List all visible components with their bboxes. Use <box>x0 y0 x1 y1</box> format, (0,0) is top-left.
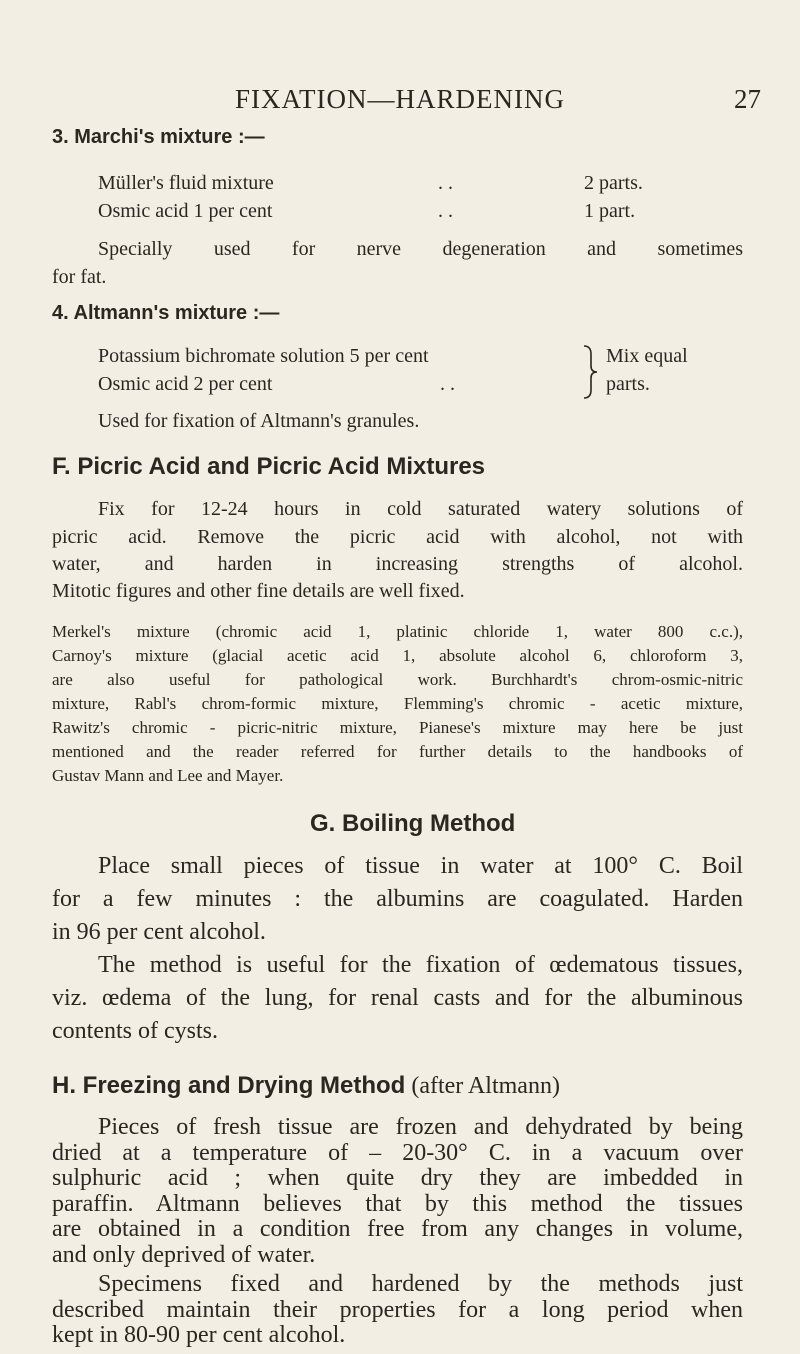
marchi-note-line-2: for fat. <box>52 266 107 288</box>
section-h-line-3: sulphuric acid ; when quite dry they are imbedded in <box>52 1165 743 1191</box>
section-h-heading-bold: H. Freezing and Drying Method <box>52 1072 406 1099</box>
marchi-heading: 3. Marchi's mixture :— <box>52 126 265 148</box>
section-h-line-5: are obtained in a condition free from any changes in volume, <box>52 1216 743 1242</box>
section-h-heading-attribution: (after Altmann) <box>411 1073 560 1099</box>
section-g-line-6: contents of cysts. <box>52 1018 218 1044</box>
page-number: 27 <box>734 84 761 114</box>
section-f-small-line-1: Merkel's mixture (chromic acid 1, platinic chloride 1, water 800 c.c.), <box>52 622 743 641</box>
section-h-line-7: Specimens fixed and hardened by the methods just <box>98 1271 743 1297</box>
section-f-line-1: Fix for 12-24 hours in cold saturated watery solutions of <box>98 498 743 520</box>
section-f-line-2: picric acid. Remove the picric acid with alcohol, not with <box>52 526 743 548</box>
section-h-line-4: paraffin. Altmann believes that by this method the tissues <box>52 1191 743 1217</box>
section-f-line-3: water, and harden in increasing strengths of alcohol. <box>52 553 743 575</box>
altmann-mix-label: Mix equal <box>606 345 688 367</box>
marchi-quantity-1: 2 parts. <box>584 172 643 194</box>
altmann-note: Used for fixation of Altmann's granules. <box>98 410 420 432</box>
section-f-small-line-3: are also useful for pathological work. Burchhardt's chrom-osmic-nitric <box>52 670 743 689</box>
altmann-dots-2: . . <box>440 373 455 395</box>
section-h-line-6: and only deprived of water. <box>52 1242 316 1268</box>
section-h-heading <box>52 1072 560 1100</box>
right-brace-icon <box>581 344 599 400</box>
marchi-ingredient-1: Müller's fluid mixture <box>98 172 274 194</box>
marchi-note-line-1: Specially used for nerve degeneration and sometimes <box>98 238 743 260</box>
section-h-line-8: described maintain their properties for a long period when <box>52 1297 743 1323</box>
marchi-ingredient-2: Osmic acid 1 per cent <box>98 200 273 222</box>
marchi-dots-2: . . <box>438 200 453 222</box>
altmann-parts-label: parts. <box>606 373 650 395</box>
section-f-small-line-2: Carnoy's mixture (glacial acetic acid 1, absolute alcohol 6, chloroform 3, <box>52 646 743 665</box>
marchi-quantity-2: 1 part. <box>584 200 636 222</box>
running-head: FIXATION—HARDENING <box>235 84 565 114</box>
section-h-line-1: Pieces of fresh tissue are frozen and dehydrated by being <box>98 1114 743 1140</box>
section-f-small-line-5: Rawitz's chromic - picric-nitric mixture, Pianese's mixture may here be just <box>52 718 743 737</box>
section-g-line-3: in 96 per cent alcohol. <box>52 919 266 945</box>
section-h-line-9: kept in 80-90 per cent alcohol. <box>52 1322 346 1348</box>
section-f-heading: F. Picric Acid and Picric Acid Mixtures <box>52 453 486 480</box>
altmann-ingredient-2: Osmic acid 2 per cent <box>98 373 273 395</box>
section-g-line-2: for a few minutes : the albumins are coagulated. Harden <box>52 886 743 912</box>
section-f-small-line-7: Gustav Mann and Lee and Mayer. <box>52 766 284 785</box>
section-g-line-1: Place small pieces of tissue in water at 100° C. Boil <box>98 853 743 879</box>
altmann-heading: 4. Altmann's mixture :— <box>52 302 280 324</box>
marchi-dots-1: . . <box>438 172 453 194</box>
section-g-heading: G. Boiling Method <box>310 810 516 837</box>
section-g-line-5: viz. œdema of the lung, for renal casts and for the albuminous <box>52 985 743 1011</box>
section-h-line-2: dried at a temperature of – 20-30° C. in a vacuum over <box>52 1140 743 1166</box>
section-f-small-line-6: mentioned and the reader referred for further details to the handbooks of <box>52 742 743 761</box>
section-g-line-4: The method is useful for the fixation of œdematous tissues, <box>98 952 743 978</box>
altmann-ingredient-1: Potassium bichromate solution 5 per cent <box>98 345 429 367</box>
section-f-small-line-4: mixture, Rabl's chrom-formic mixture, Flemming's chromic - acetic mixture, <box>52 694 743 713</box>
section-f-line-4: Mitotic figures and other fine details are well fixed. <box>52 580 465 602</box>
